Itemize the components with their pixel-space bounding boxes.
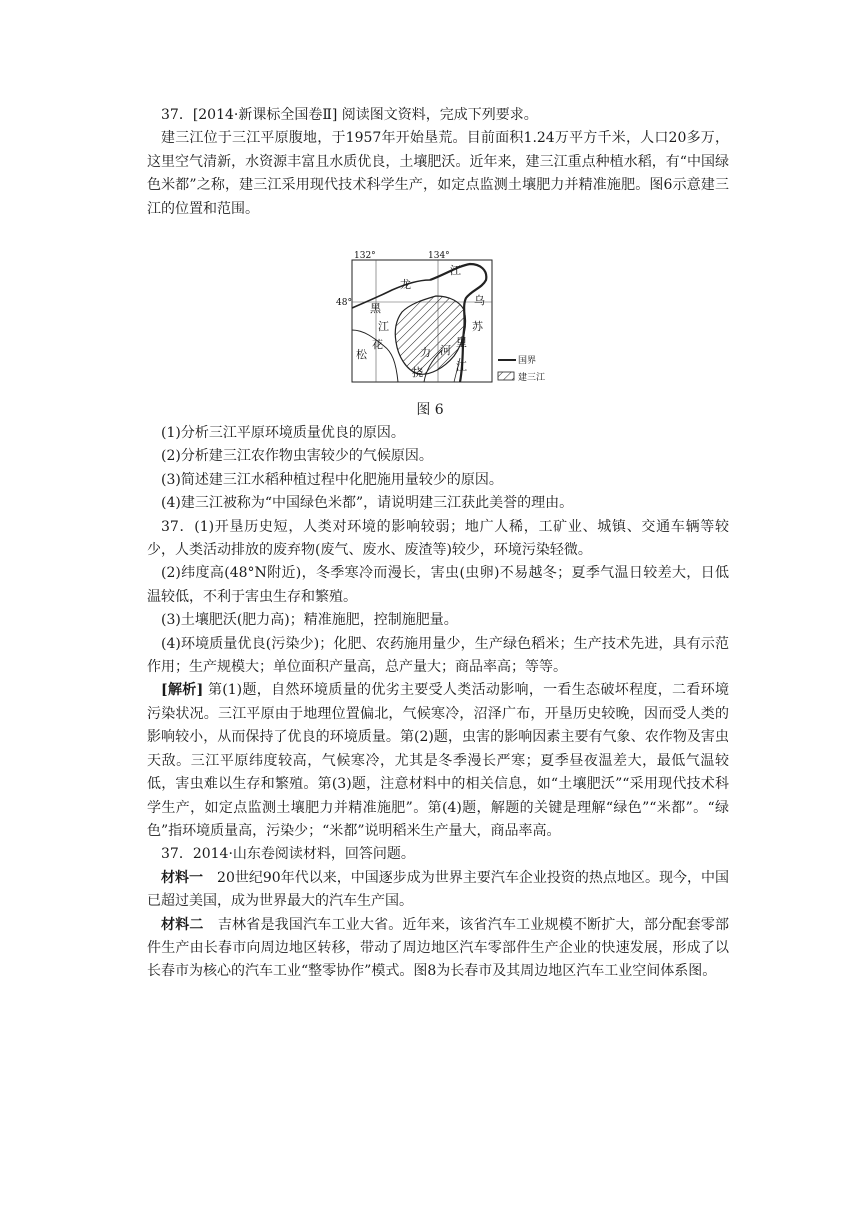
label-song: 松 — [356, 348, 367, 361]
label-wu: 乌 — [474, 294, 485, 307]
label-he: 河 — [440, 344, 451, 357]
sub-question-1: (1)分析三江平原环境质量优良的原因。 — [161, 425, 405, 441]
label-nao: 挠 — [412, 366, 423, 379]
question-intro: 建三江位于三江平原腹地，于1957年开始垦荒。目前面积1.24万平方千米，人口20多万，这里空气清新，水资源丰富且水质优良，土壤肥沃。近年来，建三江重点种植水稻，有“中国绿色米都”之称，建三江采用现代技术科学生产，如定点监测土壤肥力并精准施肥。图6示意建三江的位置和范围。 — [147, 130, 729, 217]
figure-6-map — [336, 250, 556, 390]
material-1-label: 材料一 — [161, 869, 204, 886]
label-hei: 黑 — [370, 302, 381, 315]
question-37-body — [147, 422, 729, 984]
answer-2: (2)纬度高(48°N附近)，冬季寒冷而漫长，害虫(虫卵)不易越冬；夏季气温日较差大，日低温较低，不利于害虫生存和繁殖。 — [147, 565, 729, 605]
label-long: 龙 — [400, 278, 411, 291]
map-svg — [336, 250, 556, 390]
lon-label-134: 134° — [428, 251, 450, 261]
label-jiang-1: 江 — [450, 264, 461, 277]
material-1-text: 20世纪90年代以来，中国逐步成为世界主要汽车企业投资的热点地区。现今，中国已超过美国，成为世界最大的汽车生产国。 — [147, 869, 729, 910]
question-37b-header: 37．2014·山东卷阅读材料，回答问题。 — [161, 846, 415, 863]
label-hua: 花 — [372, 338, 383, 351]
answer-3: (3)土壤肥沃(肥力高)；精准施肥，控制施肥量。 — [161, 612, 458, 629]
material-1 — [147, 867, 729, 914]
lat-label-48: 48° — [336, 298, 352, 308]
label-jiang-2: 江 — [378, 320, 389, 333]
lon-label-132: 132° — [354, 251, 376, 261]
figure-caption: 图 6 — [416, 402, 444, 418]
legend-area-label: 建三江 — [518, 373, 546, 383]
hatch-area-icon — [498, 372, 514, 380]
analysis-label: [解析] — [161, 682, 204, 699]
analysis-text: 第(1)题，自然环境质量的优劣主要受人类活动影响，一看生态破坏程度，二看环境污染状况。三江平原由于地理位置偏北，气候寒冷，沼泽广布，开垦历史较晚，因而受人类的影响较小，从而保持了优良的环境质量。第(2)题，虫害的影响因素主要有气象、农作物及害虫天敌。三江平原纬度较高，气候寒冷，尤其是冬季漫长严寒；夏季昼夜温差大，最低气温较低，害虫难以生存和繁殖。第(3)题，注意材料中的相关信息，如“土壤肥沃”“采用现代技术科学生产，如定点监测土壤肥力并精准施肥”。第(4)题，解题的关键是理解“绿色”“米都”。“绿色”指环境质量高，污染少；“米都”说明稻米生产量大，商品率高。 — [147, 682, 730, 839]
label-jiang-3: 江 — [456, 360, 467, 373]
question-header: 37．[2014·新课标全国卷Ⅱ] 阅读图文资料，完成下列要求。 — [161, 107, 538, 123]
label-li: 力 — [420, 346, 431, 359]
map-legend — [498, 355, 545, 383]
sub-question-2: (2)分析建三江农作物虫害较少的气候原因。 — [161, 448, 433, 465]
legend-border-label: 国界 — [518, 356, 537, 366]
label-li-2: 里 — [456, 336, 467, 349]
question-37-stem — [147, 104, 729, 221]
answer-1: 37．(1)开垦历史短，人类对环境的影响较弱；地广人稀，工矿业、城镇、交通车辆等较少，人类活动排放的废弃物(废气、废水、废渣等)较少，环境污染轻微。 — [147, 518, 729, 559]
sub-question-4: (4)建三江被称为“中国绿色米都”，请说明建三江获此美誉的理由。 — [161, 495, 574, 512]
material-2-label: 材料二 — [161, 916, 204, 933]
material-2 — [147, 914, 729, 984]
sub-question-3: (3)简述建三江水稻种植过程中化肥施用量较少的原因。 — [161, 471, 503, 488]
analysis-paragraph — [147, 679, 729, 843]
label-su: 苏 — [472, 320, 483, 333]
material-2-text: 吉林省是我国汽车工业大省。近年来，该省汽车工业规模不断扩大，部分配套零部件生产由长春市向周边地区转移，带动了周边地区汽车零部件生产企业的快速发展，形成了以长春市为核心的汽车工业“整零协作”模式。图8为长春市及其周边地区汽车工业空间体系图。 — [147, 916, 730, 980]
answer-4: (4)环境质量优良(污染少)；化肥、农药施用量少，生产绿色稻米；生产技术先进，具有示范作用；生产规模大；单位面积产量高，总产量大；商品率高；等等。 — [147, 635, 729, 676]
